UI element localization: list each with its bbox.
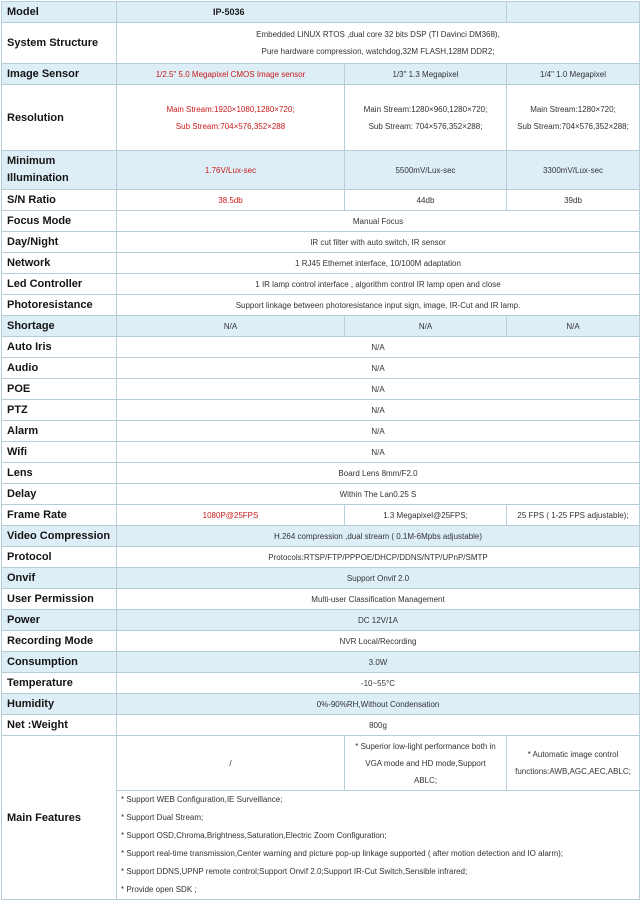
delay-label: Delay [2,484,117,505]
row-protocol [2,547,640,568]
power-label: Power [2,610,117,631]
row-model [2,2,640,23]
main-features-list [117,791,640,900]
row-power [2,610,640,631]
photoresistance-value: Support linkage between photoresistance input sign, image, IR-Cut and IR lamp. [117,295,640,316]
spec-table [1,1,640,900]
onvif-value: Support Onvif 2.0 [117,568,640,589]
alarm-label: Alarm [2,421,117,442]
model-value: IP-5036 [117,2,507,23]
main-features-col2-line: ABLC; [413,775,438,785]
video-compression-value: H.264 compression ,dual stream ( 0.1M-6Mpbs adjustable) [117,526,640,547]
video-compression-label: Video Compression [2,526,117,547]
power-value: DC 12V/1A [117,610,640,631]
delay-value: Within The Lan0.25 S [117,484,640,505]
focus-mode-value: Manual Focus [117,211,640,232]
feature-item: * Support Dual Stream; [121,813,204,822]
main-features-label: Main Features [2,736,117,900]
lens-label: Lens [2,463,117,484]
min-illumination-label-line: Illumination [7,172,69,184]
auto-iris-label: Auto Iris [2,337,117,358]
main-features-col3-line: functions:AWB,AGC,AEC,ABLC; [515,767,631,776]
recording-mode-value: NVR Local/Recording [117,631,640,652]
main-features-col1: / [117,736,345,791]
wifi-label: Wifi [2,442,117,463]
main-features-col2-line: VGA mode and HD mode,Support [365,758,486,768]
row-alarm [2,421,640,442]
min-illumination-label [2,151,117,190]
temperature-label: Temperature [2,673,117,694]
day-night-value: IR cut filter with auto switch, IR sensor [117,232,640,253]
net-weight-value: 800g [117,715,640,736]
shortage-value-3: N/A [507,316,640,337]
day-night-label: Day/Night [2,232,117,253]
model-label: Model [2,2,117,23]
system-structure-value [117,23,640,64]
system-structure-line: Embedded LINUX RTOS ,dual core 32 bits DSP (TI Davinci DM368), [256,30,500,39]
led-controller-value: 1 IR lamp control interface , algorithm control IR lamp open and close [117,274,640,295]
network-value: 1 RJ45 Ethernet interface, 10/100M adaptation [117,253,640,274]
user-permission-value: Multi-user Classification Management [117,589,640,610]
lens-value: Board Lens 8mm/F2.0 [117,463,640,484]
row-auto-iris [2,337,640,358]
row-onvif [2,568,640,589]
row-main-features [2,736,640,791]
resolution-line: Main Stream:1920×1080,1280×720; [166,104,295,114]
auto-iris-value: N/A [117,337,640,358]
row-recording-mode [2,631,640,652]
row-poe [2,379,640,400]
resolution-value-1 [117,85,345,151]
onvif-label: Onvif [2,568,117,589]
row-lens [2,463,640,484]
main-features-col3 [507,736,640,791]
resolution-line: Sub Stream:704×576,352×288; [517,121,629,131]
temperature-value: -10~55°C [117,673,640,694]
min-illumination-value-2: 5500mV/Lux-sec [345,151,507,190]
frame-rate-label: Frame Rate [2,505,117,526]
row-delay [2,484,640,505]
row-audio [2,358,640,379]
row-wifi [2,442,640,463]
protocol-value: Protocols:RTSP/FTP/PPPOE/DHCP/DDNS/NTP/UPnP/SMTP [117,547,640,568]
feature-item: * Support WEB Configuration,IE Surveillance; [121,795,283,804]
recording-mode-label: Recording Mode [2,631,117,652]
net-weight-label: Net :Weight [2,715,117,736]
image-sensor-value-3: 1/4" 1.0 Megapixel [507,64,640,85]
row-sn-ratio [2,190,640,211]
resolution-line: Sub Stream:704×576,352×288 [175,121,286,131]
humidity-label: Humidity [2,694,117,715]
row-ptz [2,400,640,421]
row-consumption [2,652,640,673]
feature-item: * Provide open SDK ; [121,885,197,894]
consumption-label: Consumption [2,652,117,673]
resolution-line: Main Stream:1280×720; [530,104,616,114]
row-day-night [2,232,640,253]
sn-ratio-value-1: 38.5db [117,190,345,211]
row-humidity [2,694,640,715]
image-sensor-label: Image Sensor [2,64,117,85]
main-features-col3-line: * Automatic image control [527,750,619,759]
humidity-value: 0%-90%RH,Without Condensation [117,694,640,715]
sn-ratio-value-3: 39db [507,190,640,211]
row-video-compression [2,526,640,547]
network-label: Network [2,253,117,274]
row-shortage [2,316,640,337]
frame-rate-value-2: 1.3 Megapixel@25FPS; [345,505,507,526]
led-controller-label: Led Controller [2,274,117,295]
ptz-label: PTZ [2,400,117,421]
model-empty-cell [507,2,640,23]
protocol-label: Protocol [2,547,117,568]
consumption-value: 3.0W [117,652,640,673]
resolution-label: Resolution [2,85,117,151]
shortage-value-1: N/A [117,316,345,337]
feature-item: * Support DDNS,UPNP remote control;Support Onvif 2.0;Support IR-Cut Switch,Sensible infrared; [121,867,468,876]
min-illumination-value-3: 3300mV/Lux-sec [507,151,640,190]
system-structure-line: Pure hardware compression, watchdog,32M FLASH,128M DDR2; [261,47,495,56]
resolution-line: Main Stream:1280×960,1280×720; [363,104,488,114]
row-resolution [2,85,640,151]
image-sensor-value-2: 1/3" 1.3 Megapixel [345,64,507,85]
shortage-label: Shortage [2,316,117,337]
wifi-value: N/A [117,442,640,463]
poe-label: POE [2,379,117,400]
row-network [2,253,640,274]
feature-item: * Support OSD,Chroma,Brightness,Saturation,Electric Zoom Configuration; [121,831,387,840]
shortage-value-2: N/A [345,316,507,337]
row-frame-rate [2,505,640,526]
row-temperature [2,673,640,694]
sn-ratio-label: S/N Ratio [2,190,117,211]
focus-mode-label: Focus Mode [2,211,117,232]
min-illumination-value-1: 1.76V/Lux-sec [117,151,345,190]
main-features-col2-line: * Superior low-light performance both in [355,741,496,751]
row-min-illumination [2,151,640,190]
audio-value: N/A [117,358,640,379]
min-illumination-label-line: Minimum [7,155,56,167]
frame-rate-value-3: 25 FPS ( 1-25 FPS adjustable); [507,505,640,526]
row-focus-mode [2,211,640,232]
frame-rate-value-1: 1080P@25FPS [117,505,345,526]
row-net-weight [2,715,640,736]
sn-ratio-value-2: 44db [345,190,507,211]
row-image-sensor [2,64,640,85]
ptz-value: N/A [117,400,640,421]
row-led-controller [2,274,640,295]
user-permission-label: User Permission [2,589,117,610]
resolution-value-2 [345,85,507,151]
row-user-permission [2,589,640,610]
row-photoresistance [2,295,640,316]
resolution-value-3 [507,85,640,151]
photoresistance-label: Photoresistance [2,295,117,316]
resolution-line: Sub Stream: 704×576,352×288; [368,121,483,131]
feature-item: * Support real-time transmission,Center warning and picture pop-up linkage supported ( after motion detection and IO alarm); [121,849,564,858]
system-structure-label: System Structure [2,23,117,64]
poe-value: N/A [117,379,640,400]
main-features-col2 [345,736,507,791]
audio-label: Audio [2,358,117,379]
row-system-structure [2,23,640,64]
alarm-value: N/A [117,421,640,442]
image-sensor-value-1: 1/2.5" 5.0 Megapixel CMOS Image sensor [117,64,345,85]
